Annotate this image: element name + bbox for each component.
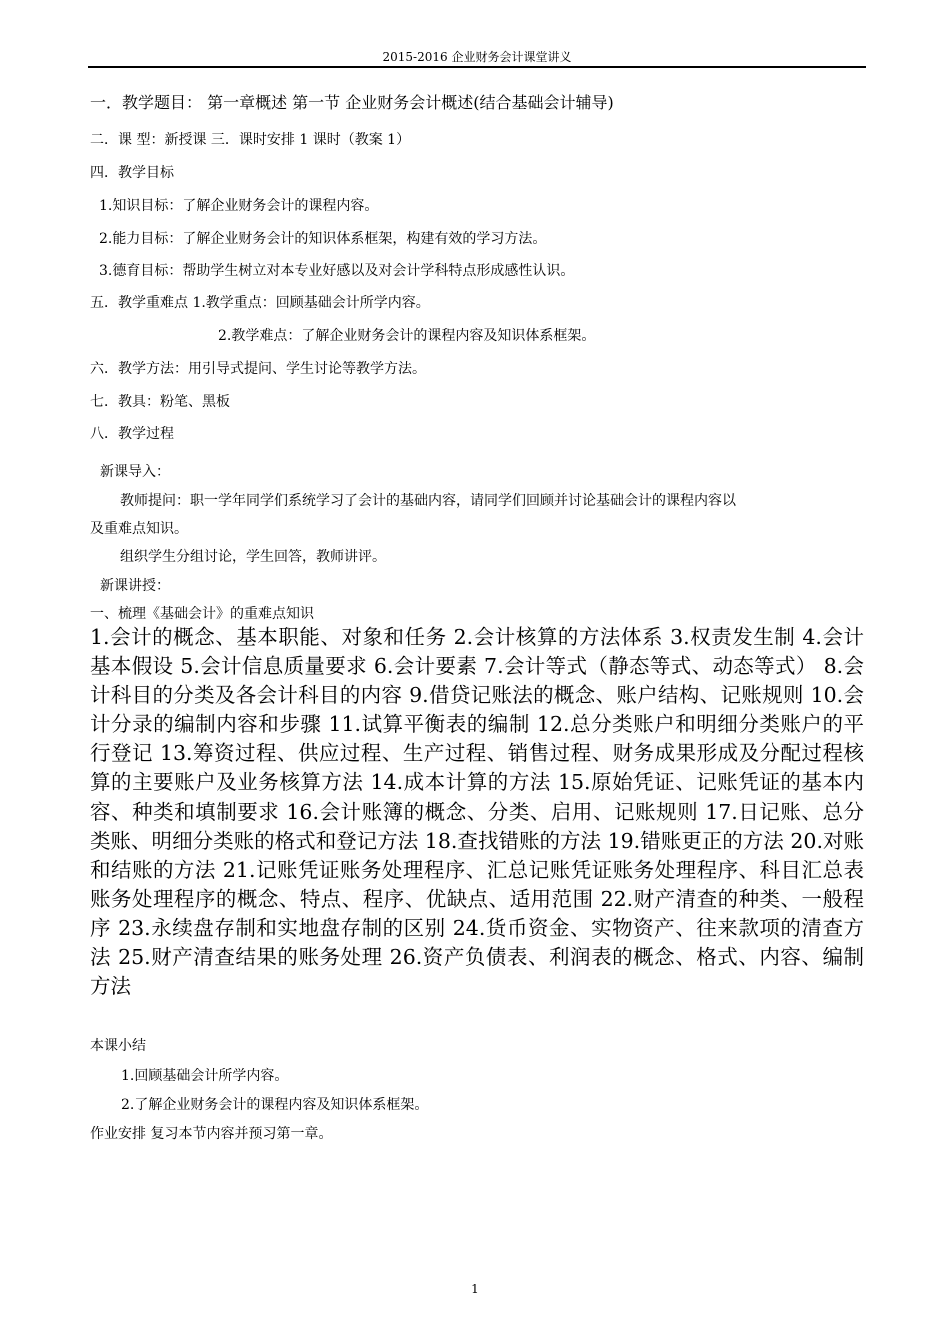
homework-line: 作业安排 复习本节内容并预习第一章。 xyxy=(90,1126,333,1142)
objectives-heading: 四．教学目标 xyxy=(90,165,174,181)
objective-ability: 2.能力目标：了解企业财务会计的知识体系框架，构建有效的学习方法。 xyxy=(99,231,547,247)
lesson-type-line: 二．课 型：新授课 三．课时安排 1 课时（教案 1） xyxy=(90,132,411,148)
section-heading: 一、梳理《基础会计》的重难点知识 xyxy=(90,606,314,622)
summary-heading: 本课小结 xyxy=(90,1038,146,1054)
process-heading: 八．教学过程 xyxy=(90,426,174,442)
page-header-title: 2015-2016 企业财务会计课堂讲义 xyxy=(382,50,572,64)
difficult-points-line: 2.教学难点：了解企业财务会计的课程内容及知识体系框架。 xyxy=(218,328,596,344)
key-knowledge-list: 1.会计的概念、基本职能、对象和任务 2.会计核算的方法体系 3.权责发生制 4.会计基本假设 5.会计信息质量要求 6.会计要素 7.会计等式（静态等式、动态等式） 8.会计科目的分类及各会计科目的内容 9.借贷记账法的概念、账户结构、记账规则 10.会计分录的编制内容和步骤 11.试算平衡表的编制 12.总分类账户和明细分类账户的平行登记 13.筹资过程、供应过程、生产过程、销售过程、财务成果形成及分配过程核算的主要账户及业务核算方法 14.成本计算的方法 15.原始凭证、记账凭证的基本内容、种类和填制要求 16.会计账簿的概念、分类、启用、记账规则 17.日记账、总分类账、明细分类账的格式和登记方法 18.查找错账的方法 19.错账更正的方法 20.对账和结账的方法 21.记账凭证账务处理程序、汇总记账凭证账务处理程序、科目汇总表账务处理程序的概念、特点、程序、优缺点、适用范围 22.财产清查的种类、一般程序 23.永续盘存制和实地盘存制的区别 24.货币资金、实物资产、往来款项的清查方法 25.财产清查结果的账务处理 26.资产负债表、利润表的概念、格式、内容、编制方法 xyxy=(90,625,864,999)
key-points-line: 五．教学重难点 1.教学重点：回顾基础会计所学内容。 xyxy=(90,295,430,311)
methods-line: 六．教学方法：用引导式提问、学生讨论等教学方法。 xyxy=(90,361,426,377)
objective-moral: 3.德育目标：帮助学生树立对本专业好感以及对会计学科特点形成感性认识。 xyxy=(99,263,575,279)
tools-line: 七．教具：粉笔、黑板 xyxy=(90,394,230,410)
teacher-question-line-1: 教师提问：职一学年同学们系统学习了会计的基础内容，请同学们回顾并讨论基础会计的课程内容以 xyxy=(120,493,736,509)
header-rule xyxy=(88,66,866,68)
summary-item-2: 2.了解企业财务会计的课程内容及知识体系框架。 xyxy=(121,1097,429,1113)
lecture-heading: 新课讲授： xyxy=(100,578,170,594)
objective-knowledge: 1.知识目标：了解企业财务会计的课程内容。 xyxy=(99,198,379,214)
intro-heading: 新课导入： xyxy=(100,464,170,480)
discussion-line: 组织学生分组讨论，学生回答，教师讲评。 xyxy=(120,549,386,565)
teacher-question-line-2: 及重难点知识。 xyxy=(90,521,188,537)
summary-item-1: 1.回顾基础会计所学内容。 xyxy=(121,1068,289,1084)
page-number: 1 xyxy=(471,1282,479,1296)
topic-line: 一．教学题目： 第一章概述 第一节 企业财务会计概述(结合基础会计辅导) xyxy=(90,93,614,112)
